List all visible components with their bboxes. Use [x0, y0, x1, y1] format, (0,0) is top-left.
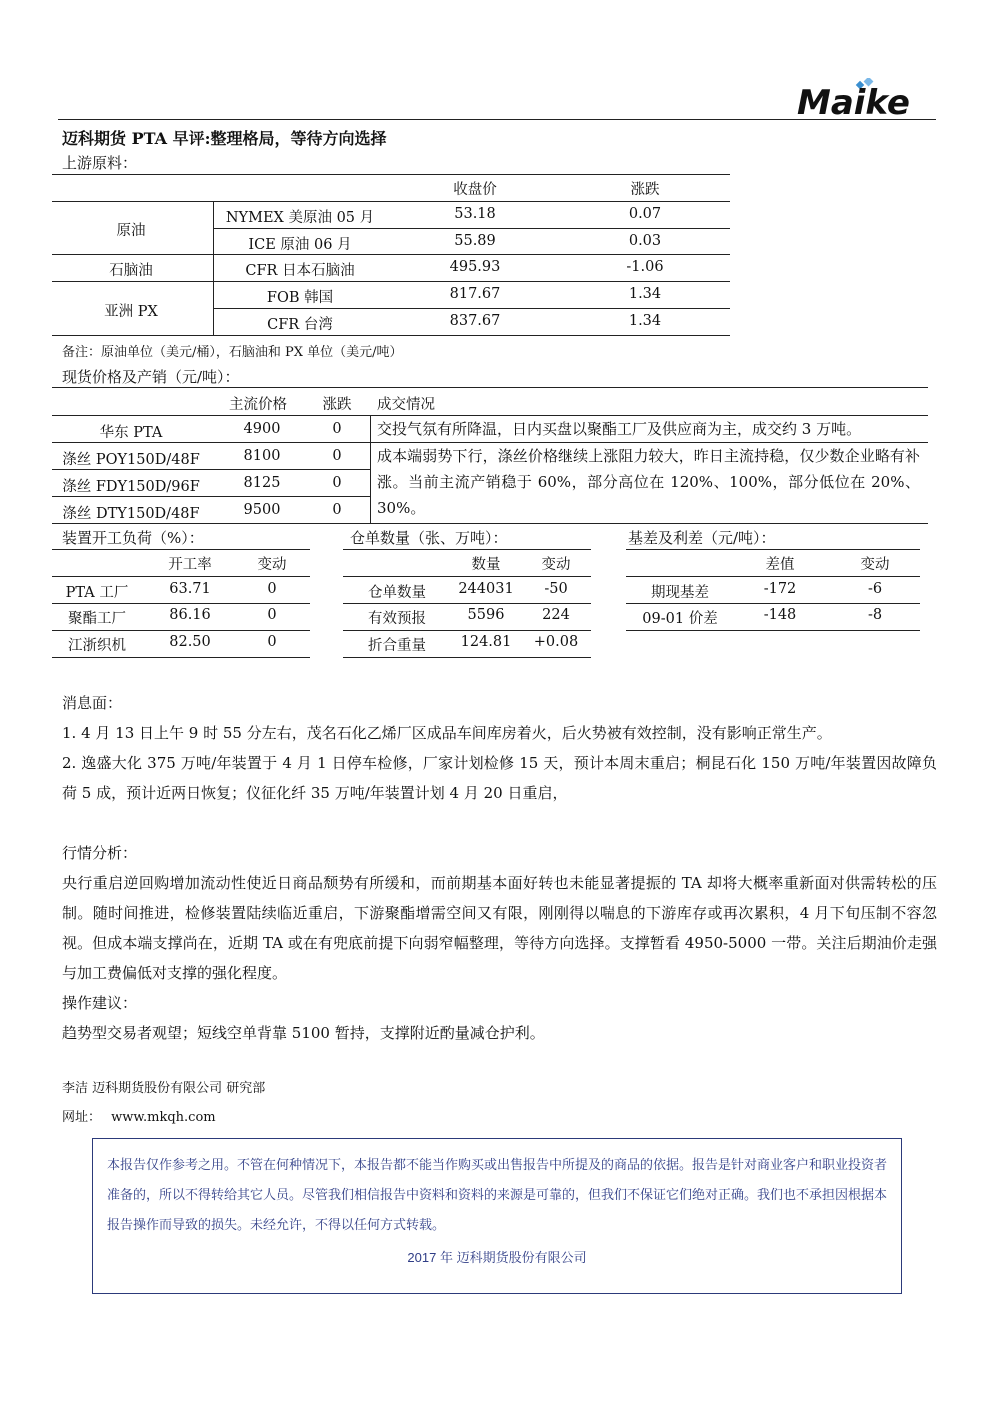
analysis-text: 央行重启逆回购增加流动性使近日商品颓势有所缓和，而前期基本面好转也未能显著提振的 TA 却将大概率重新面对供需转松的压制。随时间推进，检修装置陆续临近重启，下游聚酯增需空间又有限，刚刚得以喘息的下游库存或再次累积，4 月下旬压制不容忽视。但成本端支撑尚在，近期 TA 或在有兜底前提下向弱窄幅整理，等待方向选择。支撑暂看 4950-5000 一带。关注后期油价走强与加工费偏低对支撑的强化程度。	[62, 874, 937, 982]
spot-name: 涤丝 FDY150D/96F	[62, 479, 200, 495]
spot-change: 0	[332, 502, 342, 518]
basis-col-diff: 差值	[765, 557, 795, 573]
news-label: 消息面：	[62, 694, 123, 712]
load-change: 0	[267, 581, 277, 597]
spot-deal-fiber: 成本端弱势下行，涤丝价格继续上涨阻力较大，昨日主流持稳，仅少数企业略有补涨。当前主流产销稳于 60%，部分高位在 120%、100%，部分低位在 20%、30%。	[377, 447, 920, 517]
spot-deal-pta: 交投气氛有所降温，日内买盘以聚酯工厂及供应商为主，成交约 3 万吨。	[377, 420, 862, 438]
spot-col-deal: 成交情况	[377, 397, 435, 413]
upstream-change: 0.07	[628, 206, 662, 222]
warrant-qty: 244031	[458, 581, 514, 597]
upstream-item: ICE 原油 06 月	[248, 237, 352, 253]
load-name: PTA 工厂	[65, 585, 129, 601]
spot-col-price: 主流价格	[229, 397, 287, 413]
upstream-group-naphtha: 石脑油	[109, 263, 153, 279]
upstream-item: CFR 日本石脑油	[245, 263, 355, 279]
warrant-label: 仓单数量（张、万吨）：	[350, 529, 508, 547]
upstream-group-px: 亚洲 PX	[104, 304, 158, 320]
website-link[interactable]: www.mkqh.com	[111, 1110, 216, 1125]
maike-logo	[795, 78, 935, 118]
header-rule	[58, 119, 936, 120]
basis-col-change: 变动	[860, 557, 890, 573]
spot-name: 涤丝 DTY150D/48F	[62, 506, 200, 522]
spot-price: 8125	[243, 475, 281, 491]
load-change: 0	[267, 634, 277, 650]
basis-diff: -172	[763, 581, 797, 597]
disclaimer-box	[92, 1138, 902, 1294]
upstream-item: FOB 韩国	[266, 290, 334, 306]
spot-change: 0	[332, 448, 342, 464]
upstream-change: 1.34	[628, 286, 662, 302]
spot-price: 9500	[243, 502, 281, 518]
load-col-change: 变动	[257, 557, 287, 573]
upstream-note: 备注：原油单位（美元/桶），石脑油和 PX 单位（美元/吨）	[62, 345, 403, 360]
warrant-col-qty: 数量	[471, 557, 501, 573]
advice-text: 趋势型交易者观望；短线空单背靠 5100 暂持，支撑附近酌量减仓护利。	[62, 1024, 545, 1042]
load-col-rate: 开工率	[168, 557, 212, 573]
spot-price: 8100	[243, 448, 281, 464]
upstream-change: 1.34	[628, 313, 662, 329]
upstream-close: 55.89	[454, 233, 496, 249]
warrant-name: 有效预报	[368, 611, 426, 627]
spot-price: 4900	[243, 421, 281, 437]
disclaimer-text: 本报告仅作参考之用。不管在何种情况下，本报告都不能当作购买或出售报告中所提及的商品的依据。报告是针对商业客户和职业投资者准备的，所以不得转给其它人员。尽管我们相信报告中资料和资料的来源是可靠的，但我们不保证它们绝对正确。我们也不承担因根据本报告操作而导致的损失。未经允许，不得以任何方式转载。	[107, 1158, 888, 1233]
spot-name: 涤丝 POY150D/48F	[62, 452, 200, 468]
basis-name: 期现基差	[651, 585, 709, 601]
news-item-2: 2. 逸盛大化 375 万吨/年装置于 4 月 1 日停车检修，厂家计划检修 15 天，预计本周末重启；桐昆石化 150 万吨/年装置因故障负荷 5 成，预计近两日恢复；仪征化纤 35 万吨/年装置计划 4 月 20 日重启，	[62, 754, 937, 802]
analysis-label: 行情分析：	[62, 844, 138, 862]
spot-label: 现货价格及产销（元/吨）：	[62, 368, 240, 386]
report-title: 迈科期货 PTA 早评:整理格局，等待方向选择	[62, 129, 387, 148]
spot-name: 华东 PTA	[99, 425, 163, 441]
logo-text: Maike	[797, 83, 910, 118]
spot-change: 0	[332, 421, 342, 437]
load-rate: 86.16	[169, 607, 211, 623]
warrant-qty: 124.81	[460, 634, 512, 650]
spot-change: 0	[332, 475, 342, 491]
basis-name: 09-01 价差	[642, 611, 718, 627]
news-item-1: 1. 4 月 13 日上午 9 时 55 分左右，茂名石化乙烯厂区成品车间库房着火，后火势被有效控制，没有影响正常生产。	[62, 724, 832, 742]
upstream-label: 上游原料：	[62, 154, 138, 172]
basis-diff: -148	[763, 607, 797, 623]
website-label: 网址：	[62, 1110, 102, 1125]
warrant-change: +0.08	[533, 634, 579, 650]
upstream-close: 837.67	[449, 313, 501, 329]
load-name: 江浙织机	[68, 638, 126, 654]
upstream-col-change: 涨跌	[630, 182, 660, 198]
upstream-change: 0.03	[628, 233, 662, 249]
basis-change: -6	[867, 581, 883, 597]
upstream-close: 495.93	[449, 259, 501, 275]
upstream-change: -1.06	[626, 259, 664, 275]
warrant-qty: 5596	[467, 607, 505, 623]
upstream-col-close: 收盘价	[453, 182, 497, 198]
load-name: 聚酯工厂	[68, 611, 126, 627]
basis-change: -8	[867, 607, 883, 623]
spot-col-change: 涨跌	[322, 397, 352, 413]
upstream-close: 817.67	[449, 286, 501, 302]
upstream-close: 53.18	[454, 206, 496, 222]
advice-label: 操作建议：	[62, 994, 138, 1012]
load-rate: 82.50	[169, 634, 211, 650]
upstream-item: NYMEX 美原油 05 月	[225, 210, 375, 226]
upstream-item: CFR 台湾	[267, 317, 333, 333]
warrant-name: 折合重量	[368, 638, 426, 654]
warrant-change: 224	[542, 607, 570, 623]
load-change: 0	[267, 607, 277, 623]
warrant-col-change: 变动	[541, 557, 571, 573]
load-label: 装置开工负荷（%）：	[62, 529, 204, 547]
basis-label: 基差及利差（元/吨）：	[628, 529, 776, 547]
author: 李洁 迈科期货股份有限公司 研究部	[62, 1081, 266, 1096]
load-rate: 63.71	[169, 581, 211, 597]
upstream-group-crude: 原油	[116, 223, 146, 239]
disclaimer-year: 2017 年 迈科期货股份有限公司	[407, 1250, 587, 1265]
warrant-name: 仓单数量	[368, 585, 426, 601]
warrant-change: -50	[544, 581, 568, 597]
